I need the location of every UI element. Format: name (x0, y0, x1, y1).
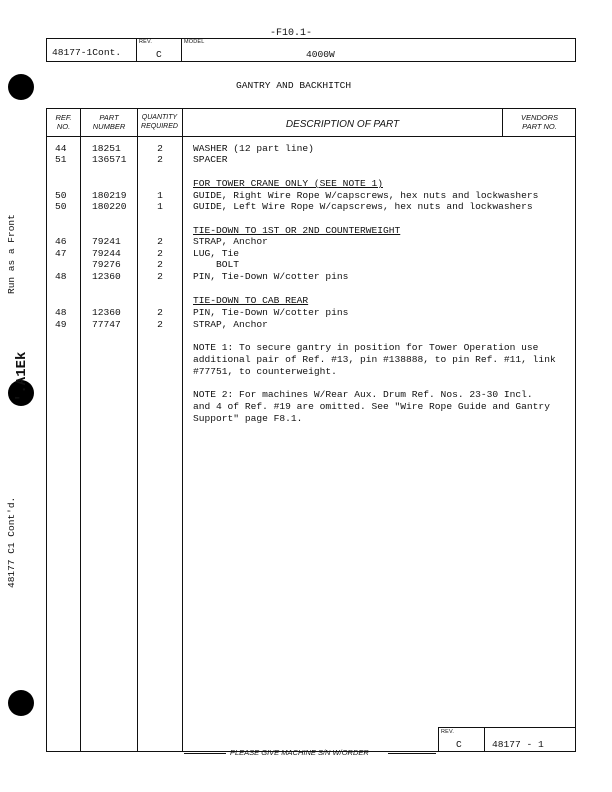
row-ref: 50 (55, 201, 67, 212)
row-part: 180219 (92, 190, 127, 201)
margin-continued: 48177 C1 Cont'd. (6, 496, 17, 588)
row-part: 12360 (92, 271, 121, 282)
row-desc: GUIDE, Left Wire Rope W/capscrews, hex nuts and lockwashers (193, 201, 533, 212)
row-ref: 48 (55, 271, 67, 282)
row-desc: GUIDE, Right Wire Rope W/capscrews, hex nuts and lockwashers (193, 190, 539, 201)
footer-rev: C (456, 739, 462, 750)
row-part: 136571 (92, 154, 127, 165)
section-heading: FOR TOWER CRANE ONLY (SEE NOTE 1) (193, 178, 383, 189)
row-ref: 50 (55, 190, 67, 201)
row-ref: 48 (55, 307, 67, 318)
section-heading: TIE-DOWN TO 1ST OR 2ND COUNTERWEIGHT (193, 225, 401, 236)
row-part: 180220 (92, 201, 127, 212)
punch-hole-icon (8, 74, 34, 100)
row-part: 79244 (92, 248, 121, 259)
row-desc: STRAP, Anchor (193, 319, 268, 330)
section-heading: TIE-DOWN TO CAB REAR (193, 295, 309, 306)
row-part: 79276 (92, 259, 121, 270)
footer-instruction: PLEASE GIVE MACHINE S/N W/ORDER (230, 748, 369, 757)
row-qty: 2 (157, 143, 163, 154)
row-desc: LUG, Tie (193, 248, 240, 259)
row-ref: 49 (55, 319, 67, 330)
punch-hole-icon (8, 690, 34, 716)
header-rev: C (156, 49, 162, 60)
row-qty: 2 (157, 154, 163, 165)
note-2: NOTE 2: For machines W/Rear Aux. Drum Ref. Nos. 23-30 Incl. and 4 of Ref. #19 are omitted. See "Wire Rope Guide and Gantry Support" page F8.1. (193, 389, 550, 424)
footer-rev-label: REV. (441, 729, 455, 735)
row-desc: SPACER (193, 154, 228, 165)
row-part: 12360 (92, 307, 121, 318)
row-desc: BOLT (193, 259, 240, 270)
col-qty-header: QUANTITY REQUIRED (141, 114, 178, 130)
header-rev-label: REV. (139, 39, 153, 45)
margin-run-as-front: Run as a Front (6, 214, 17, 294)
row-qty: 2 (157, 259, 163, 270)
col-desc-header: DESCRIPTION OF PART (285, 119, 400, 130)
row-desc: PIN, Tie-Down W/cotter pins (193, 307, 349, 318)
row-ref: 47 (55, 248, 67, 259)
row-qty: 2 (157, 236, 163, 247)
row-ref: 46 (55, 236, 67, 247)
row-qty: 2 (157, 271, 163, 282)
header-serial: 48177-1Cont. (52, 47, 122, 58)
header-model: 4000W (306, 49, 335, 60)
row-part: 79241 (92, 236, 121, 247)
page-number: -F10.1- (270, 28, 313, 39)
row-part: 18251 (92, 143, 121, 154)
page-title: GANTRY AND BACKHITCH (236, 80, 352, 91)
row-qty: 2 (157, 319, 163, 330)
row-ref: 51 (55, 154, 67, 165)
row-ref: 44 (55, 143, 67, 154)
row-desc: PIN, Tie-Down W/cotter pins (193, 271, 349, 282)
row-desc: STRAP, Anchor (193, 236, 268, 247)
row-qty: 2 (157, 248, 163, 259)
row-desc: WASHER (12 part line) (193, 143, 314, 154)
note-1: NOTE 1: To secure gantry in position for Tower Operation use additional pair of Ref. #13, pin #138888, to pin Ref. #11, link #77751, to counterweight. (193, 342, 556, 377)
col-ref-header: REF. NO. (55, 113, 72, 131)
row-qty: 1 (157, 190, 163, 201)
margin-stamp: '.A1Ek (14, 351, 30, 402)
header-model-label: MODEL (184, 39, 205, 45)
row-part: 77747 (92, 319, 121, 330)
footer-doc-number: 48177 - 1 (492, 739, 544, 750)
row-qty: 1 (157, 201, 163, 212)
row-qty: 2 (157, 307, 163, 318)
col-vendor-header: VENDORS PART NO. (520, 113, 559, 131)
col-part-header: PART NUMBER (92, 113, 126, 131)
